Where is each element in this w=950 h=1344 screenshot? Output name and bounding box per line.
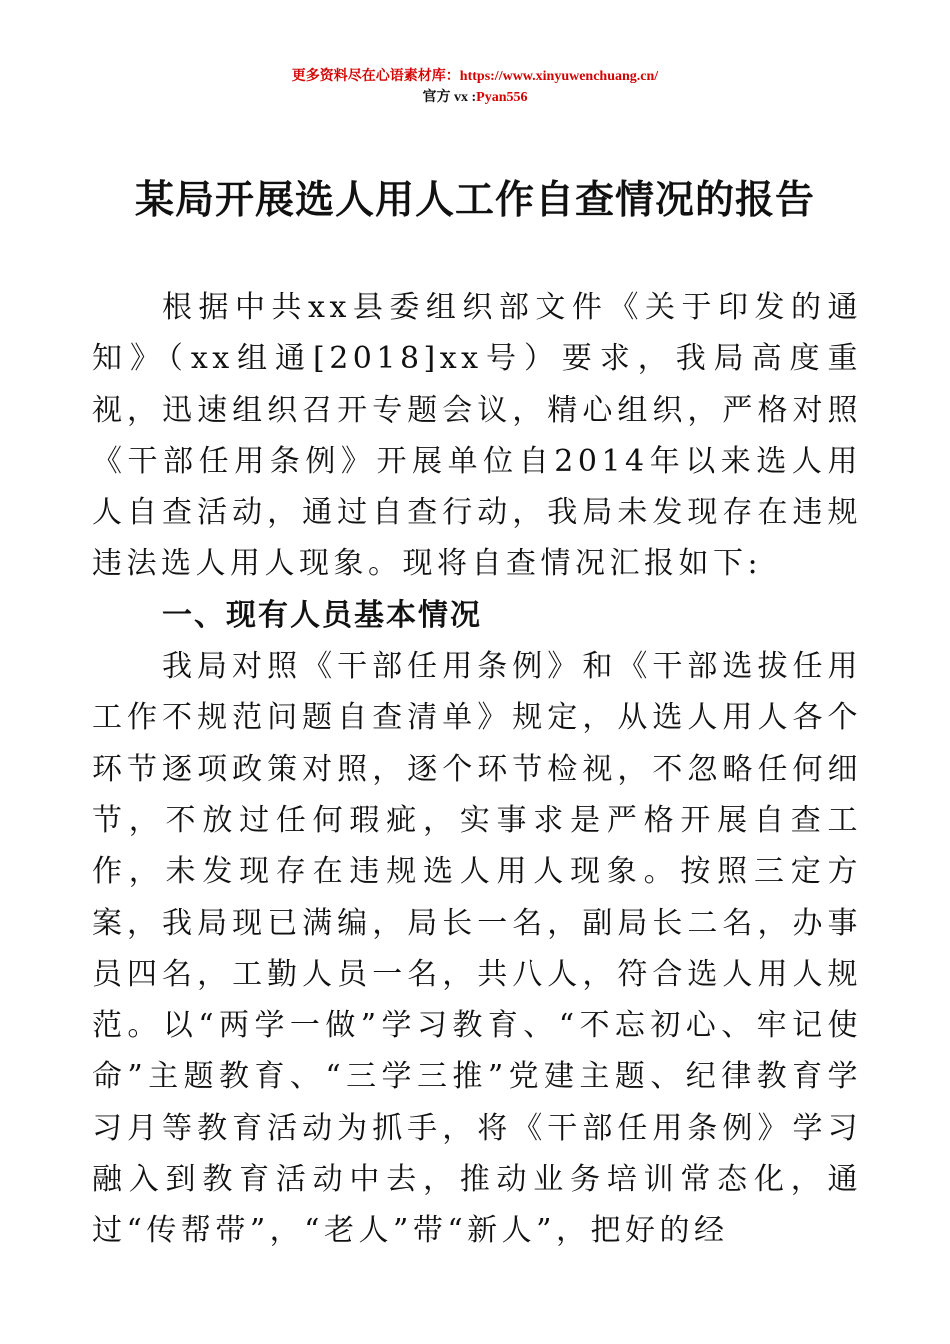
intro-paragraph: 根据中共xx县委组织部文件《关于印发的通知》（xx组通[2018]xx号）要求，我局高度重视，迅速组织召开专题会议，精心组织，严格对照《干部任用条例》开展单位自2014年以来选人用人自查活动，通过自查行动，我局未发现存在违规违法选人用人现象。现将自查情况汇报如下: — [92, 290, 862, 582]
section-paragraph: 我局对照《干部任用条例》和《干部选拔任用工作不规范问题自查清单》规定，从选人用人各个环节逐项政策对照，逐个环节检视，不忽略任何细节，不放过任何瑕疵，实事求是严格开展自查工作，未发现存在违规选人用人现象。按照三定方案，我局现已满编，局长一名，副局长二名，办事员四名，工勤人员一名，共八人，符合选人用人规范。以“两学一做”学习教育、“不忘初心、牢记使命”主题教育、“三学三推”党建主题、纪律教育学习月等教育活动为抓手，将《干部任用条例》学习融入到教育活动中去，推动业务培训常态化，通过“传帮带”，“老人”带“新人”，把好的经 — [92, 649, 862, 1249]
document-body — [92, 282, 862, 1257]
document-title: 某局开展选人用人工作自查情况的报告 — [134, 177, 815, 223]
account-line — [0, 87, 950, 108]
promo-line: 更多资料尽在心语素材库：https://www.xinyuwenchuang.cn/ — [291, 69, 659, 84]
section-heading: 一、现有人员基本情况 — [162, 597, 482, 633]
account-label: 官方 vx : — [422, 90, 477, 105]
page-header — [0, 66, 950, 108]
account-id: Pyan556 — [476, 90, 528, 105]
